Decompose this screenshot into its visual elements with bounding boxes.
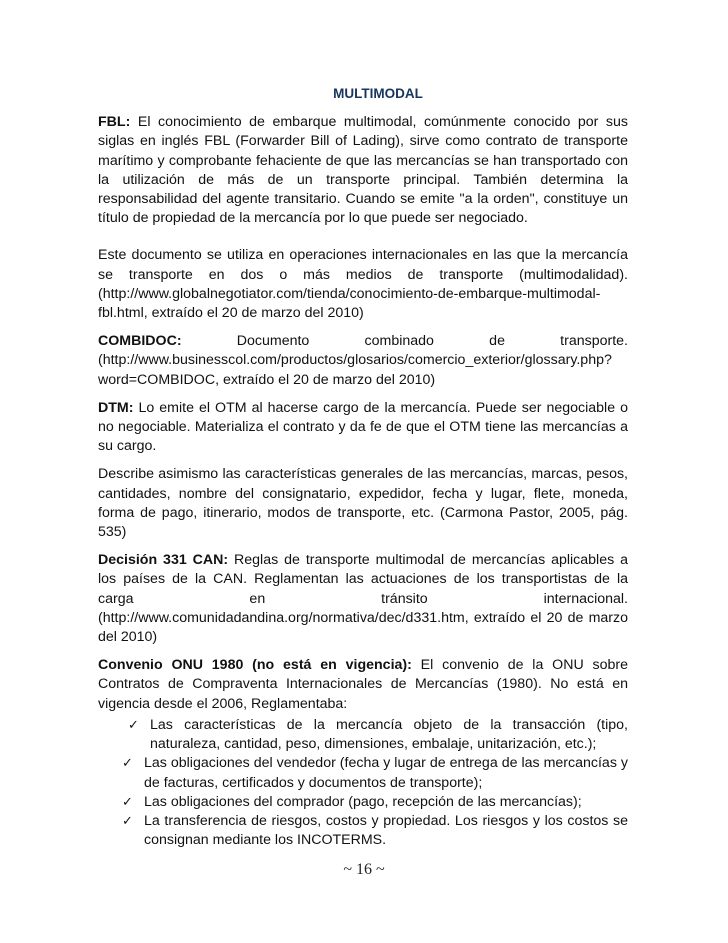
decision-text: Reglas de transporte multimodal de mercancías aplicables a los países de la CAN. Reglamentan las actuaciones de los transportistas de la carga en tránsito internacional. (http://www.comunidadandina.org/normativa/dec/d331.htm, extraído el 20 de marzo del 2010) bbox=[98, 552, 628, 646]
combidoc-term: COMBIDOC: bbox=[98, 333, 182, 350]
fbl-paragraph bbox=[98, 113, 628, 228]
list-item bbox=[128, 716, 628, 754]
decision-paragraph bbox=[98, 551, 628, 647]
convenio-checklist bbox=[98, 716, 628, 850]
page-number: ~ 16 ~ bbox=[343, 861, 385, 878]
convenio-term: Convenio ONU 1980 (no está en vigencia): bbox=[98, 657, 412, 674]
checkmark-icon: ✓ bbox=[122, 794, 133, 810]
fbl-text: El conocimiento de embarque multimodal, comúnmente conocido por sus siglas en inglés FBL (Forwarder Bill of Lading), sirve como contrato de transporte marítimo y comprobante fehaciente de que las mercancías se han transportado con la utilización de más de un transporte principal. También determina la responsabilidad del agente transitario. Cuando se emite "a la orden", constituye un título de propiedad de la mercancía por lo que puede ser negociado. bbox=[98, 114, 628, 227]
dtm-paragraph-2: Describe asimismo las características generales de las mercancías, marcas, pesos, cantidades, nombre del consignatario, expedidor, fecha y lugar, flete, moneda, forma de pago, itinerario, modos de transporte, etc. (Carmona Pastor, 2005, pág. 535) bbox=[98, 466, 628, 541]
list-item-text: La transferencia de riesgos, costos y propiedad. Los riesgos y los costos se consignan mediante los INCOTERMS. bbox=[144, 812, 628, 849]
list-item bbox=[122, 812, 628, 850]
combidoc-paragraph bbox=[98, 332, 628, 390]
checkmark-icon: ✓ bbox=[122, 813, 133, 829]
list-item-text: Las obligaciones del comprador (pago, recepción de las mercancías); bbox=[144, 793, 582, 810]
fbl-paragraph-2: Este documento se utiliza en operaciones internacionales en las que la mercancía se transporte en dos o más medios de transporte (multimodalidad). (http://www.globalnegotiator.com/tienda/conocimiento-de-embarque-multimodal-fbl.html, extraído el 20 de marzo del 2010) bbox=[98, 247, 628, 322]
dtm-text: Lo emite el OTM al hacerse cargo de la mercancía. Puede ser negociable o no negociable. Materializa el contrato y da fe de que el OTM tiene las mercancías a su cargo. bbox=[98, 399, 628, 455]
decision-term: Decisión 331 CAN: bbox=[98, 552, 229, 569]
list-item bbox=[122, 754, 628, 792]
checkmark-icon: ✓ bbox=[128, 717, 139, 733]
list-item-text: Las obligaciones del vendedor (fecha y lugar de entrega de las mercancías y de facturas, certificados y documentos de transporte); bbox=[144, 755, 628, 791]
page-title: MULTIMODAL bbox=[333, 86, 423, 101]
convenio-text: El convenio de la ONU sobre Contratos de Compraventa Internacionales de Mercancías (1980). No está en vigencia desde el 2006, Reglamentaba: bbox=[98, 657, 628, 712]
list-item bbox=[122, 793, 628, 812]
dtm-paragraph bbox=[98, 399, 628, 457]
combidoc-text: Documento combinado de transporte. (http://www.businesscol.com/productos/glosarios/comercio_exterior/glossary.php?word=COMBIDOC, extraído el 20 de marzo del 2010) bbox=[98, 333, 628, 388]
fbl-term: FBL: bbox=[98, 114, 131, 131]
document-page bbox=[98, 84, 628, 850]
list-item-text: Las características de la mercancía objeto de la transacción (tipo, naturaleza, cantidad, peso, dimensiones, embalaje, unitarización, etc.); bbox=[150, 716, 628, 753]
checkmark-icon: ✓ bbox=[122, 756, 133, 772]
dtm-term: DTM: bbox=[98, 399, 134, 416]
convenio-paragraph bbox=[98, 656, 628, 714]
